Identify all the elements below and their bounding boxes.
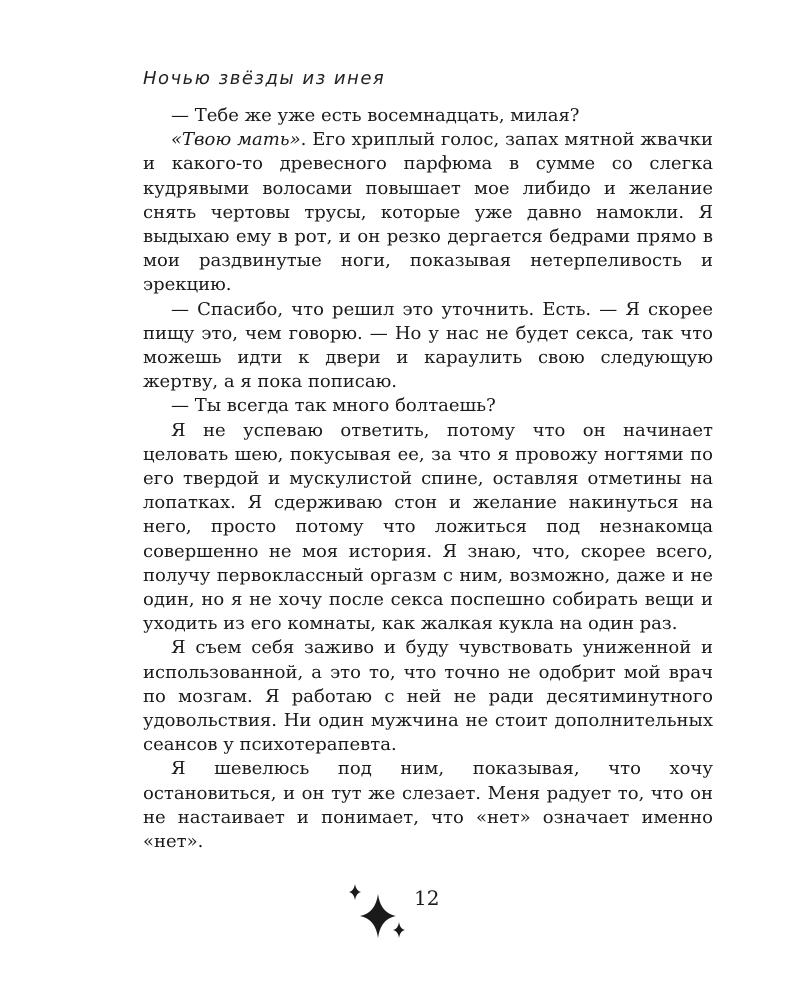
folio xyxy=(340,880,460,950)
paragraph-7: Я шевелюсь под ним, показывая, что хочу остановиться, и он тут же слезает. Меня радует то, что он не настаивает и понимает, что «нет» означает именно «нет». xyxy=(143,758,713,853)
paragraph-2: «Твою мать». Его хриплый голос, запах мятной жвачки и какого-то древесного парфюма в сумме со слегка кудрявыми волосами повышает мое либидо и желание снять чертовы трусы, которые уже давно намокли. Я выдыхаю ему в рот, и он резко дергается бедрами прямо в мои раздвинутые ноги, показывая нетерпеливость и эрекцию. xyxy=(143,129,713,296)
body-text xyxy=(143,104,713,854)
large-star-icon xyxy=(360,894,396,938)
paragraph-3: — Спасибо, что решил это уточнить. Есть. — Я скорее пищу это, чем говорю. — Но у нас не будет секса, так что можешь идти к двери и караулить свою следующую жертву, а я пока пописаю. xyxy=(143,298,713,393)
paragraph-1: — Тебе же уже есть восемнадцать, милая? xyxy=(171,105,580,126)
emphasis-phrase: «Твою мать» xyxy=(171,129,301,151)
small-star-icon xyxy=(349,884,361,900)
paragraph-6: Я съем себя заживо и буду чувствовать униженной и использованной, а это то, что точно не одобрит мой врач по мозгам. Я работаю с ней не ради десятиминутного удовольствия. Ни один мужчина не стоит дополнительных сеансов у психотерапевта. xyxy=(143,637,713,756)
running-head: Ночью звёзды из инея xyxy=(143,68,386,89)
small-star-icon xyxy=(393,922,405,938)
paragraph-5: Я не успеваю ответить, потому что он начинает целовать шею, покусывая ее, за что я провожу ногтями по его твердой и мускулистой спине, оставляя отметины на лопатках. Я сдерживаю стон и желание накинуться на него, просто потому что ложиться под незнакомца совершенно не моя история. Я знаю, что, скорее всего, получу первоклассный оргазм с ним, возможно, даже и не один, но я не хочу после секса поспешно собирать вещи и уходить из его комнаты, как жалкая кукла на один раз. xyxy=(143,419,713,635)
four-point-star-cluster-icon xyxy=(340,880,420,950)
page-number: 12 xyxy=(414,886,440,910)
paragraph-4: — Ты всегда так много болтаешь? xyxy=(171,395,496,417)
